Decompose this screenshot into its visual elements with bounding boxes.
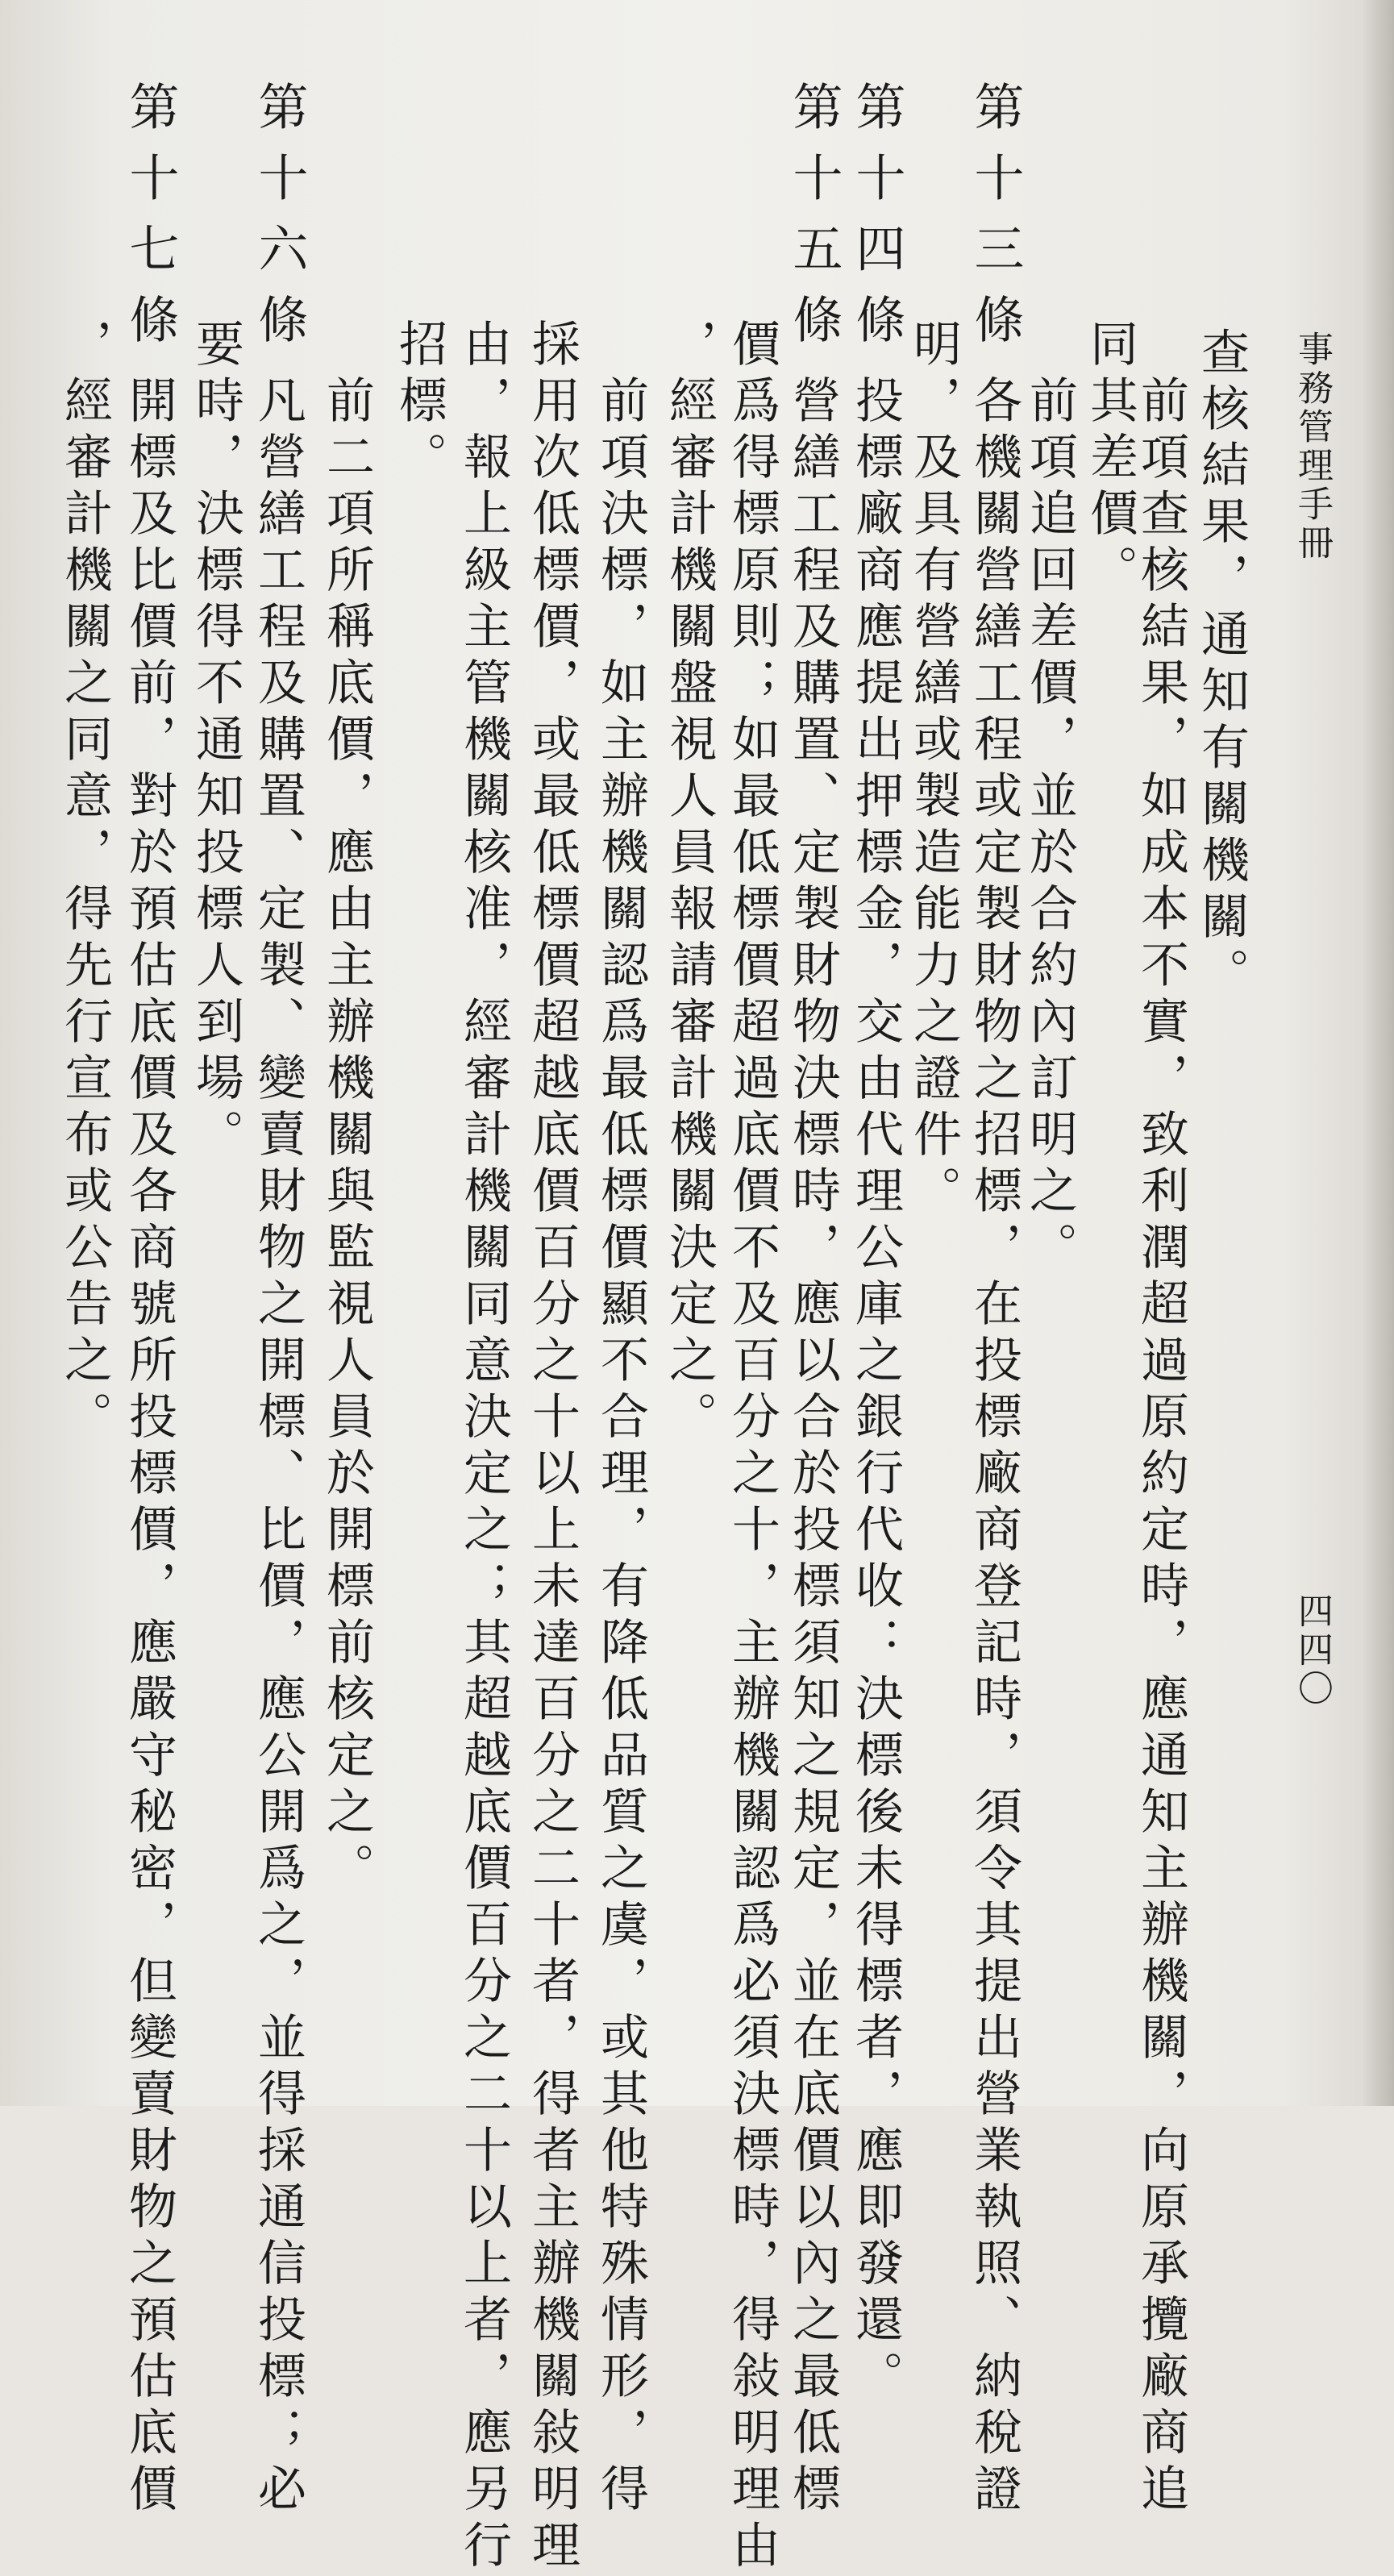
- text-column-8: 營繕工程及購置、定製財物決標時，應以合於投標須知之規定，並在底價以內之最低標: [784, 375, 841, 2520]
- text-column-19: ，經審計機關之同意，得先行宣布或公告之。: [56, 318, 113, 1447]
- text-column-13: 由，報上級主管機關核准，經審計機關同意決定之；其超越底價百分之二十以上者，應另行: [456, 318, 512, 2576]
- text-column-12: 採用次低標價，或最低標價超越底價百分之十以上未達百分之二十者，得者主辦機關敍明理: [524, 318, 580, 2576]
- text-column-4: 前項追回差價，並於合約內訂明之。: [1022, 375, 1078, 1278]
- text-column-10: ，經審計機關盤視人員報請審計機關決定之。: [661, 318, 718, 1447]
- text-column-6: 明，及具有營繕或製造能力之證件。: [905, 318, 962, 1221]
- article-17-label: 第十七條: [121, 81, 180, 364]
- article-14-label: 第十四條: [847, 81, 906, 364]
- book-spine-shadow: [1362, 0, 1394, 2106]
- article-16-label: 第十六條: [250, 81, 309, 364]
- text-column-5: 各機關營繕工程或定製財物之招標，在投標廠商登記時，須令其提出營業執照、納稅證: [966, 375, 1022, 2520]
- text-column-17: 要時，決標得不通知投標人到場。: [188, 318, 244, 1165]
- text-column-11: 前項決標，如主辦機關認爲最低標價顯不合理，有降低品質之虞，或其他特殊情形，得: [593, 375, 649, 2520]
- text-column-14: 招標。: [391, 318, 447, 488]
- book-title: 事務管理手冊: [1292, 331, 1333, 563]
- text-column-1: 查核結果，通知有關機關。: [1193, 327, 1250, 1004]
- text-column-9: 價爲得標原則；如最低標價超過底價不及百分之十，主辦機關認爲必須決標時，得敍明理由: [724, 318, 780, 2576]
- text-column-2: 前項查核結果，如成本不實，致利潤超過原約定時，應通知主辦機關，向原承攬廠商追: [1133, 375, 1189, 2520]
- article-15-label: 第十五條: [784, 81, 843, 364]
- text-column-3: 同其差價。: [1082, 318, 1138, 601]
- text-column-16: 凡營繕工程及購置、定製、變賣財物之開標、比價，應公開爲之，並得採通信投標；必: [250, 375, 306, 2520]
- text-column-18: 開標及比價前，對於預估底價及各商號所投標價，應嚴守秘密，但變賣財物之預估底價: [121, 375, 177, 2520]
- article-13-label: 第十三條: [966, 81, 1025, 364]
- text-column-15: 前二項所稱底價，應由主辦機關與監視人員於開標前核定之。: [318, 375, 375, 1899]
- page-number: 四四〇: [1292, 1592, 1333, 1708]
- text-column-7: 投標廠商應提出押標金，交由代理公庫之銀行代收：決標後未得標者，應即發還。: [847, 375, 904, 2407]
